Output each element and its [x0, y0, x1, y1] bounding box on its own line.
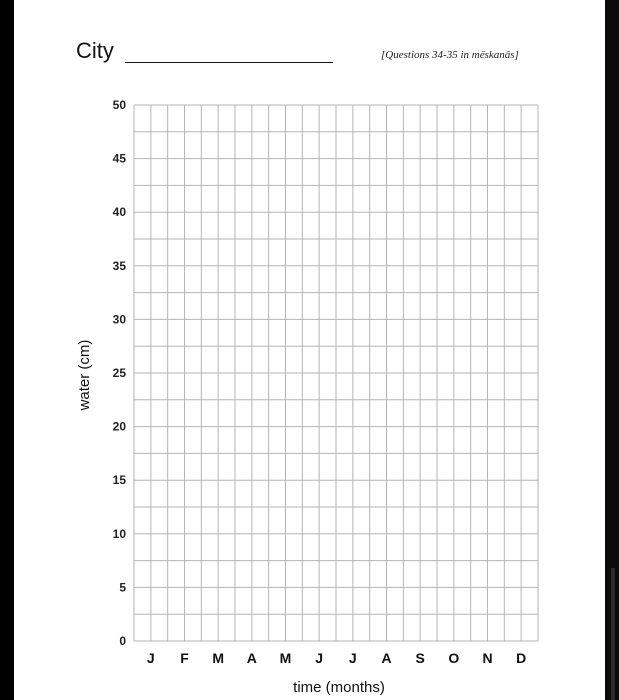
x-tick-label: M — [279, 650, 292, 666]
y-axis-ticks — [113, 98, 127, 648]
y-axis-label: water (cm) — [76, 339, 93, 411]
y-tick-label: 5 — [119, 580, 126, 595]
y-tick-label: 30 — [112, 312, 126, 327]
x-tick-label: S — [415, 650, 425, 666]
graph-grid — [134, 105, 538, 641]
questions-note: [Questions 34-35 in mëskanâs] — [381, 49, 519, 61]
x-tick-label: F — [180, 650, 189, 666]
x-axis-label: time (months) — [293, 679, 385, 696]
y-tick-label: 25 — [112, 366, 126, 380]
x-tick-label: J — [315, 650, 324, 666]
y-tick-label: 50 — [112, 98, 126, 112]
y-tick-label: 35 — [112, 258, 126, 273]
x-tick-label: A — [246, 650, 257, 666]
y-tick-label: 40 — [112, 205, 126, 220]
y-tick-label: 45 — [112, 151, 126, 166]
x-tick-label: D — [516, 650, 527, 666]
city-label: City — [76, 38, 114, 63]
y-tick-label: 0 — [119, 634, 126, 648]
y-tick-label: 10 — [112, 526, 126, 541]
x-tick-label: M — [212, 650, 225, 666]
x-tick-label: O — [448, 650, 460, 666]
x-tick-label: A — [381, 650, 392, 666]
x-axis-ticks — [147, 650, 526, 666]
x-tick-label: J — [146, 650, 155, 666]
y-tick-label: 15 — [112, 473, 126, 488]
x-tick-label: N — [482, 650, 493, 666]
x-tick-label: J — [348, 650, 357, 666]
y-tick-label: 20 — [112, 419, 126, 434]
